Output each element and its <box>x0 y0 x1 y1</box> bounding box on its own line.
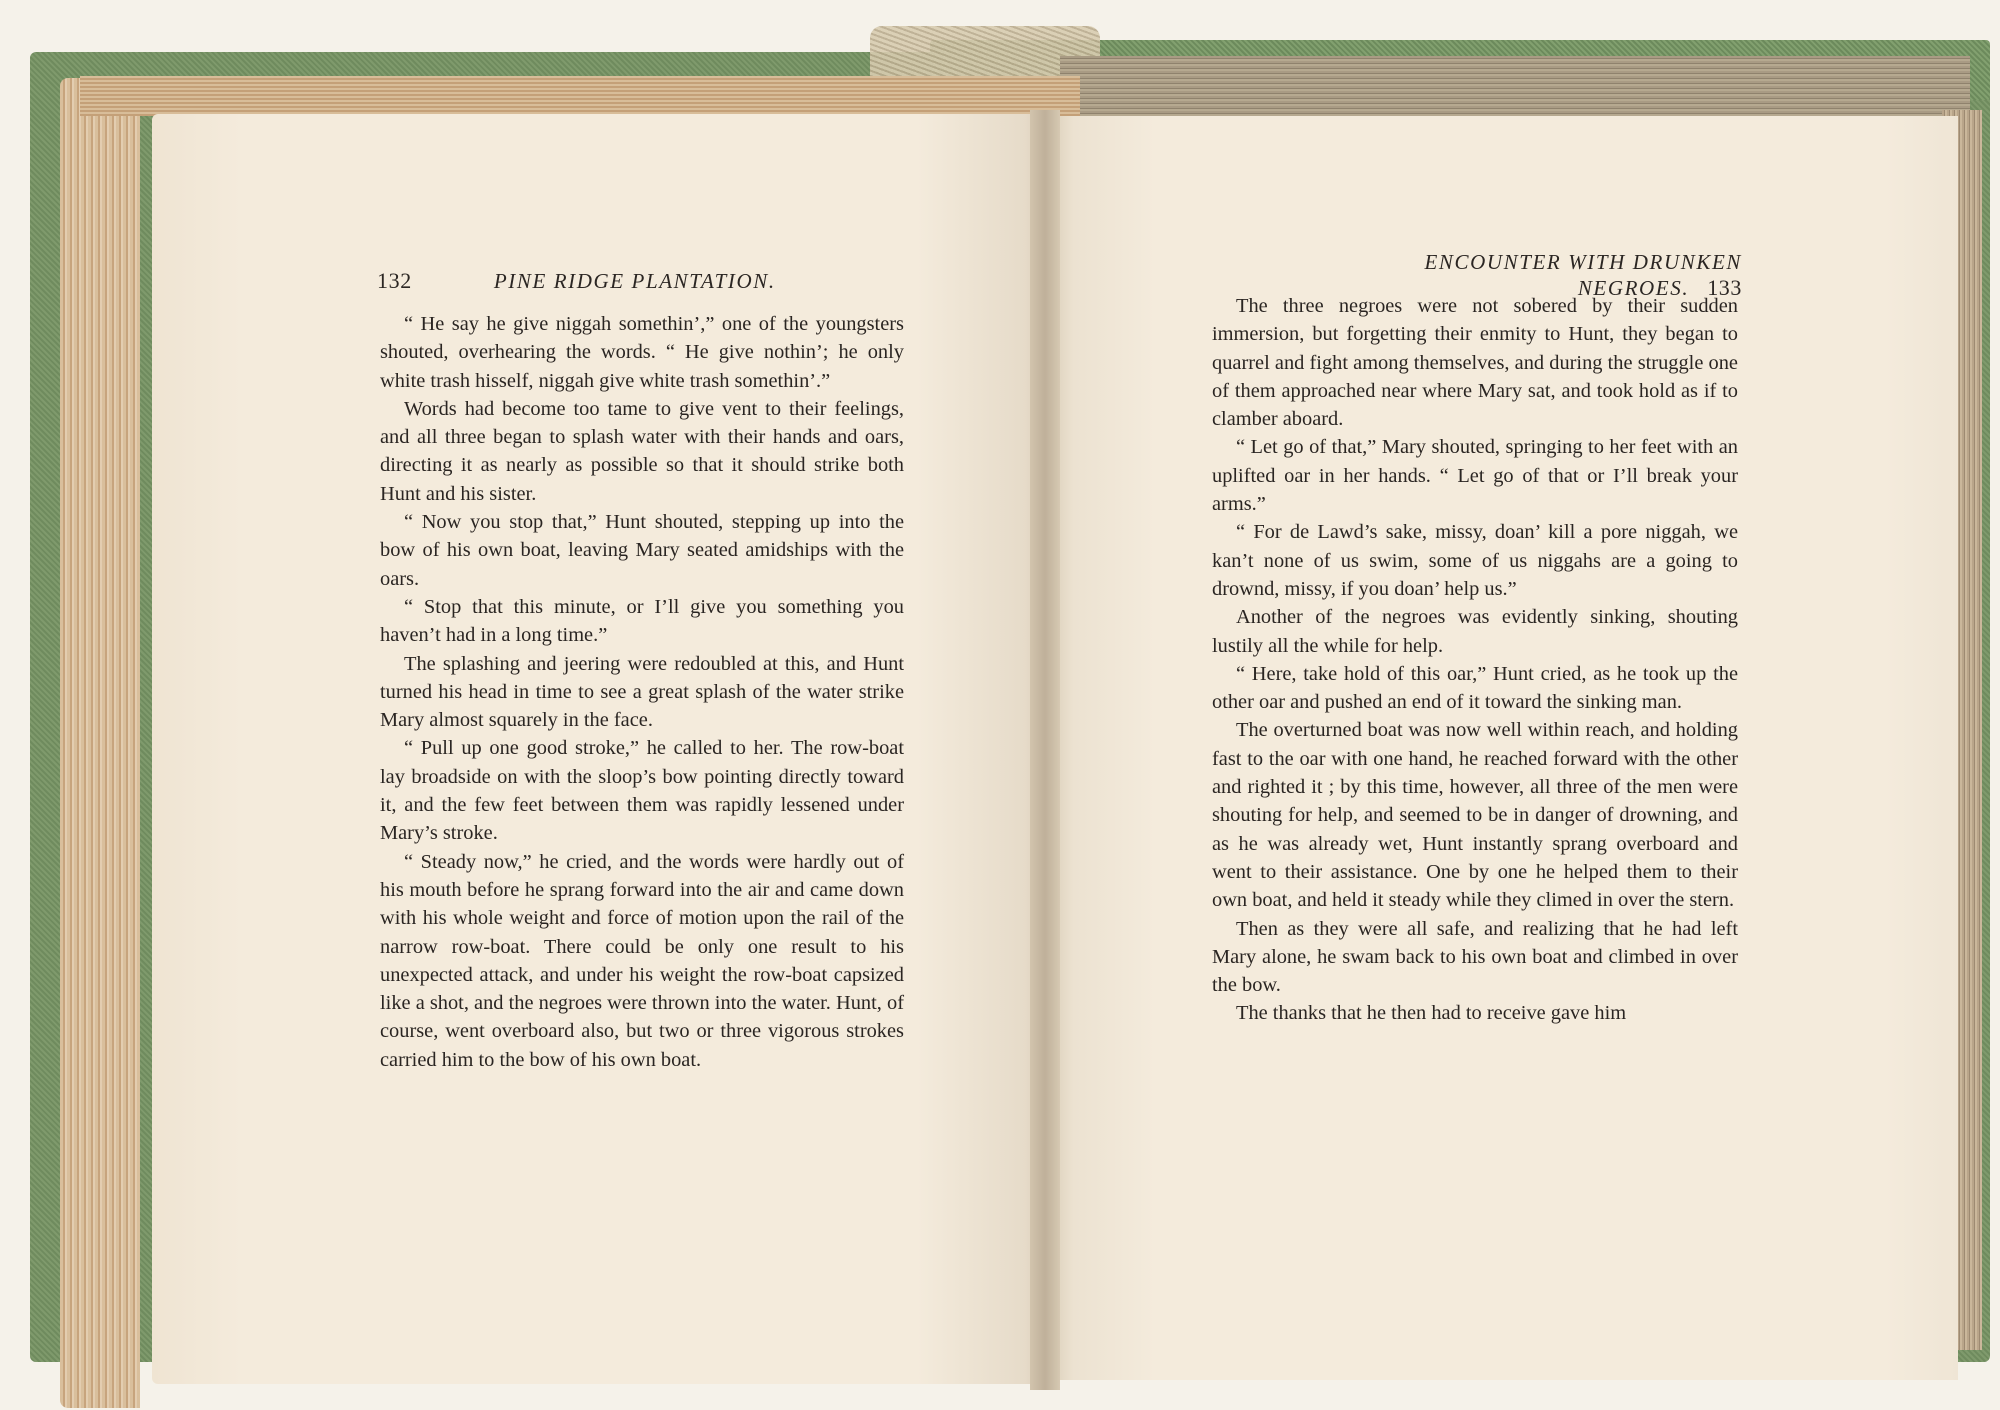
paragraph: Words had become too tame to give vent to their feelings, and all three began to splash water with their hands and oars, directing it as nearly as possible so that it should strike both Hunt and his sister. <box>380 397 904 505</box>
paragraph: “ Steady now,” he cried, and the words were hardly out of his mouth before he sprang forward into the air and came down with his whole weight and force of motion upon the rail of the narrow row-boat. There could be only one result to his unexpected attack, and under his weight the row-boat capsized like a shot, and the negroes were thrown into the water. Hunt, of course, went overboard also, but two or three vigorous strokes carried him to the bow of his own boat. <box>380 850 904 1071</box>
paragraph: The thanks that he then had to receive gave him <box>1236 1002 1627 1025</box>
running-title-left: PINE RIDGE PLANTATION. <box>493 269 776 293</box>
page-edges-top-left <box>80 76 1080 116</box>
page-number-right: 133 <box>1707 275 1742 300</box>
paragraph: The three negroes were not sobered by their sudden immersion, but forgetting their enmity to Hunt, they began to quarrel and fight among themselves, and during the struggle one of them approached near where Mary sat, and took hold as if to clamber aboard. <box>1212 295 1738 431</box>
right-page-body <box>1212 292 1738 1028</box>
paragraph: The overturned boat was now well within reach, and holding fast to the oar with one hand, he reached forward with the other and righted it ; by this time, however, all three of the men were shouting for help, and seemed to be in danger of drowning, and as he was already wet, Hunt instantly sprang overboard and went to their assistance. One by one he helped them to their own boat, and held it steady while they climed in over the stern. <box>1212 719 1738 912</box>
paragraph: “ Here, take hold of this oar,” Hunt cried, as he took up the other oar and pushed an end of it toward the sinking man. <box>1212 662 1738 714</box>
paragraph: “ Pull up one good stroke,” he called to her. The row-boat lay broadside on with the sloop’s bow pointing directly toward it, and the few feet between them was rapidly lessened under Mary’s stroke. <box>380 737 904 845</box>
running-title-right: ENCOUNTER WITH DRUNKEN NEGROES. <box>1424 250 1742 300</box>
paragraph: Another of the negroes was evidently sinking, shouting lustily all the while for help. <box>1212 606 1738 657</box>
left-page-body <box>380 310 904 1074</box>
paragraph: “ Stop that this minute, or I’ll give you something you haven’t had in a long time.” <box>380 595 904 647</box>
left-page-header <box>377 268 797 294</box>
paragraph: Then as they were all safe, and realizing that he had left Mary alone, he swam back to his own boat and climbed in over the bow. <box>1212 917 1738 997</box>
page-edges-left <box>60 78 140 1408</box>
paragraph: “ Now you stop that,” Hunt shouted, stepping up into the bow of his own boat, leaving Mary seated amidships with the oars. <box>380 511 904 590</box>
page-number-left: 132 <box>377 268 412 293</box>
book-gutter <box>1030 110 1060 1390</box>
paragraph: “ Let go of that,” Mary shouted, springing to her feet with an uplifted oar in her hands. “ Let go of that or I’ll break your arms.” <box>1212 436 1738 516</box>
paragraph: The splashing and jeering were redoubled at this, and Hunt turned his head in time to see a great splash of the water strike Mary almost squarely in the face. <box>380 652 904 732</box>
paragraph: “ For de Lawd’s sake, missy, doan’ kill a pore niggah, we kan’t none of us swim, some of us niggahs are a going to drownd, missy, if you doan’ help us.” <box>1212 521 1738 600</box>
paragraph: “ He say he give niggah somethin’,” one of the youngsters shouted, overhearing the words. “ He give nothin’; he only white trash hisself, niggah give white trash somethin’.” <box>380 313 904 392</box>
